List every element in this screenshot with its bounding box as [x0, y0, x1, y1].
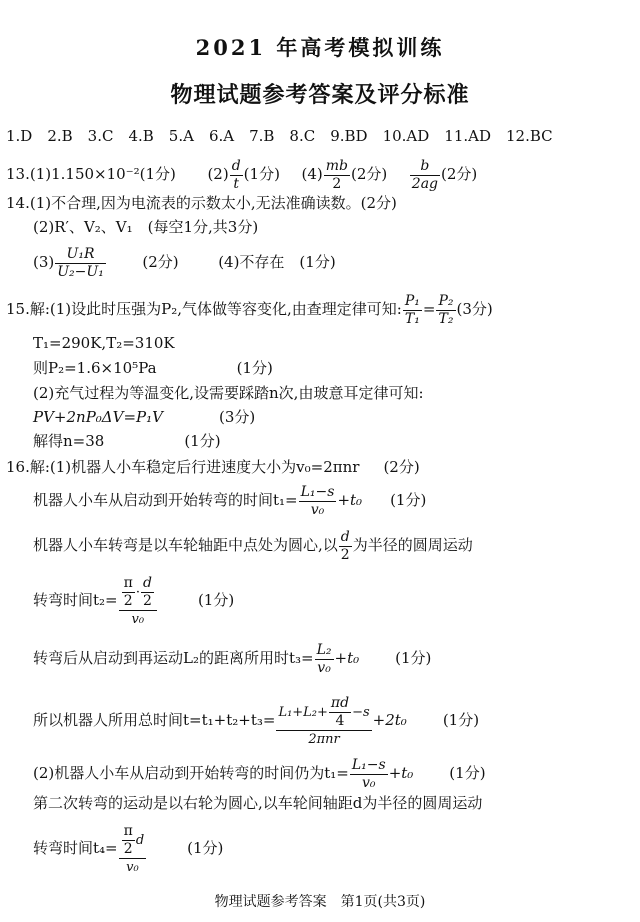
- fraction-denominator: t: [233, 175, 239, 192]
- q16-text-7: (2)机器人小车从启动到开始转弯的时间仍为t₁=: [33, 764, 349, 782]
- q16-line5: [33, 640, 431, 676]
- q15-equation: PV+2nP₀ΔV=P₁V: [33, 408, 163, 426]
- q13-part2-score: (1分): [243, 165, 280, 183]
- q14-line1: 14.(1)不合理,因为电流表的示数太小,无法准确读数。(2分): [6, 194, 397, 212]
- numerator-d: d: [135, 832, 145, 848]
- q16-line1: [6, 457, 420, 477]
- fraction-denominator: 2: [123, 840, 133, 857]
- q16-tail-7: +t₀: [388, 764, 414, 782]
- q16-score-6: (1分): [442, 711, 480, 729]
- fraction-denominator: U₂−U₁: [57, 263, 104, 280]
- fraction-numerator: [119, 575, 157, 611]
- fraction-numerator: d: [142, 574, 152, 591]
- q13-part4-score: (2分): [350, 165, 388, 183]
- q15-text: 15.解:(1)设此时压强为P₂,气体做等容变化,由查理定律可知:: [6, 300, 402, 318]
- q15-line6: [33, 431, 221, 451]
- fraction-numerator: πd: [330, 694, 350, 711]
- fraction-numerator: d: [231, 157, 241, 174]
- q16-line7: [33, 755, 486, 791]
- q16-text-5: 转弯后从启动到再运动L₂的距离所用时t₃=: [33, 649, 314, 667]
- q16-score-1: (2分): [383, 458, 420, 476]
- q14-part3-score: (2分): [142, 253, 179, 271]
- q13-part2-fraction: [230, 158, 243, 193]
- q16-score-7: (1分): [449, 764, 486, 782]
- q16-fraction-t1: [299, 484, 337, 519]
- fraction-denominator: 2: [332, 175, 342, 192]
- q13-number: 13.: [6, 165, 30, 183]
- q13-part2-label: (2): [207, 165, 229, 183]
- fraction-denominator: v₀: [126, 859, 139, 875]
- fraction-numerator: π: [123, 574, 133, 591]
- q16-fraction-half-d: [339, 529, 352, 564]
- q16-line9: [33, 818, 223, 878]
- pi-over-2: [122, 823, 135, 858]
- answer-title: 物理试题参考答案及评分标准: [170, 82, 470, 108]
- fraction-denominator: T₂: [438, 310, 454, 327]
- q14-part3-fraction: [55, 246, 106, 281]
- q14-line2: (2)R′、V₂、V₁ (每空1分,共3分): [33, 218, 259, 236]
- fraction-numerator: L₁−s: [351, 756, 386, 773]
- q16-fraction-t2: [119, 575, 157, 628]
- fraction-denominator: 4: [335, 712, 345, 729]
- fraction-numerator: L₁−s: [300, 483, 335, 500]
- q16-text-9: 转弯时间t₄=: [33, 839, 118, 857]
- q13-part4-fraction: [324, 158, 350, 193]
- fraction-numerator: P₂: [438, 292, 454, 309]
- q15-line5: [33, 407, 255, 427]
- q15-score-4: (1分): [184, 432, 221, 450]
- multiple-choice-answers: 1.D 2.B 3.C 4.B 5.A 6.A 7.B 8.C 9.BD 10.AD 11.AD 12.BC: [6, 127, 553, 145]
- q16-tail-6: +2t₀: [372, 711, 407, 729]
- fraction-denominator: v₀: [317, 659, 331, 676]
- q16-score-9: (1分): [187, 839, 224, 857]
- fraction-numerator: b: [410, 158, 440, 176]
- q13-part5-fraction: [410, 158, 440, 193]
- q16-line8: 第二次转弯的运动是以右轮为圆心,以车轮间轴距d为半径的圆周运动: [33, 794, 483, 812]
- q16-text-2: 机器人小车从启动到开始转弯的时间t₁=: [33, 491, 298, 509]
- q15-score-1: (3分): [456, 300, 493, 318]
- numerator-part-a: L₁+L₂+: [278, 704, 328, 720]
- q16-text-6: 所以机器人所用总时间t=t₁+t₂+t₃=: [33, 711, 276, 729]
- q15-score-2: (1分): [236, 359, 273, 377]
- q16-text-3b: 为半径的圆周运动: [352, 536, 473, 554]
- q14-line3: [33, 244, 336, 280]
- q13-part1: (1)1.150×10⁻²(1分): [29, 165, 176, 183]
- q16-tail-5: +t₀: [334, 649, 360, 667]
- q15-line3: [33, 358, 273, 378]
- fraction-denominator: v₀: [310, 501, 325, 518]
- fraction-denominator: T₁: [404, 310, 420, 327]
- fraction-denominator: v₀: [131, 611, 145, 627]
- q15-fraction-2: [436, 293, 455, 328]
- fraction-numerator: P₁: [404, 292, 420, 309]
- q16-line3: [33, 527, 473, 563]
- fraction-numerator: mb: [325, 157, 348, 174]
- q16-score-5: (1分): [395, 649, 432, 667]
- fraction-denominator: 2: [340, 546, 350, 563]
- q15-solution: 解得n=38: [33, 432, 105, 450]
- fraction-numerator: π: [123, 822, 133, 839]
- fraction-denominator: 2: [123, 592, 133, 609]
- d-over-2: [141, 575, 154, 610]
- q13-part5-score: (2分): [441, 165, 478, 183]
- fraction-denominator: 2ag: [411, 175, 439, 192]
- page-footer: 物理试题参考答案 第1页(共3页): [214, 894, 426, 910]
- q16-fraction-t4: [119, 823, 147, 876]
- q16-score-4: (1分): [197, 591, 235, 609]
- q15-line2: T₁=290K,T₂=310K: [33, 334, 175, 352]
- fraction-numerator: U₁R: [55, 246, 106, 264]
- fraction-denominator: 2πnr: [308, 731, 340, 747]
- q16-fraction-total: [276, 695, 371, 748]
- q16-score-2: (1分): [390, 491, 427, 509]
- dot-operator: ·: [135, 584, 140, 600]
- q15-line4: (2)充气过程为等温变化,设需要踩踏n次,由玻意耳定律可知:: [33, 384, 424, 402]
- q15-result: 则P₂=1.6×10⁵Pa: [33, 359, 157, 377]
- q16-text-1: 16.解:(1)机器人小车稳定后行进速度大小为v₀=2πnr: [6, 458, 360, 476]
- numerator-part-b: −s: [352, 704, 370, 720]
- fraction-numerator: d: [340, 528, 350, 545]
- fraction-numerator: [276, 695, 371, 731]
- q15-score-3: (3分): [218, 408, 256, 426]
- exam-title: 2021 年高考模拟训练: [195, 35, 445, 60]
- q14-part3-label: (3): [33, 253, 55, 271]
- fraction-denominator: v₀: [362, 774, 376, 791]
- q15-fraction-1: [403, 293, 422, 328]
- q13-part4-label: (4): [301, 165, 323, 183]
- q14-part4: (4)不存在 (1分): [218, 253, 336, 271]
- q16-line4: [33, 570, 234, 630]
- q15-line1: 15.解:(1)设此时压强为P₂,气体做等容变化,由查理定律可知: $\frac{\text{P₁}}{\text{T₁}}$ = $\frac{\text{P₂}}{\text{T₂}}$ (3分): [6, 292, 493, 327]
- fraction-numerator: L₂: [316, 641, 332, 658]
- q16-line6: [33, 690, 479, 750]
- pi-over-2: [122, 575, 135, 610]
- pi-d-over-4: [329, 695, 351, 730]
- fraction-denominator: 2: [142, 592, 152, 609]
- q16-fraction-t1-again: [350, 757, 388, 792]
- fraction-numerator: [119, 823, 147, 859]
- q16-text-3a: 机器人小车转弯是以车轮轴距中点处为圆心,以: [33, 536, 338, 554]
- q13-line: [6, 156, 477, 192]
- q16-tail-2: +t₀: [337, 491, 363, 509]
- q16-fraction-t3: [315, 642, 334, 677]
- q16-text-4: 转弯时间t₂=: [33, 591, 118, 609]
- q16-line2: [33, 482, 426, 518]
